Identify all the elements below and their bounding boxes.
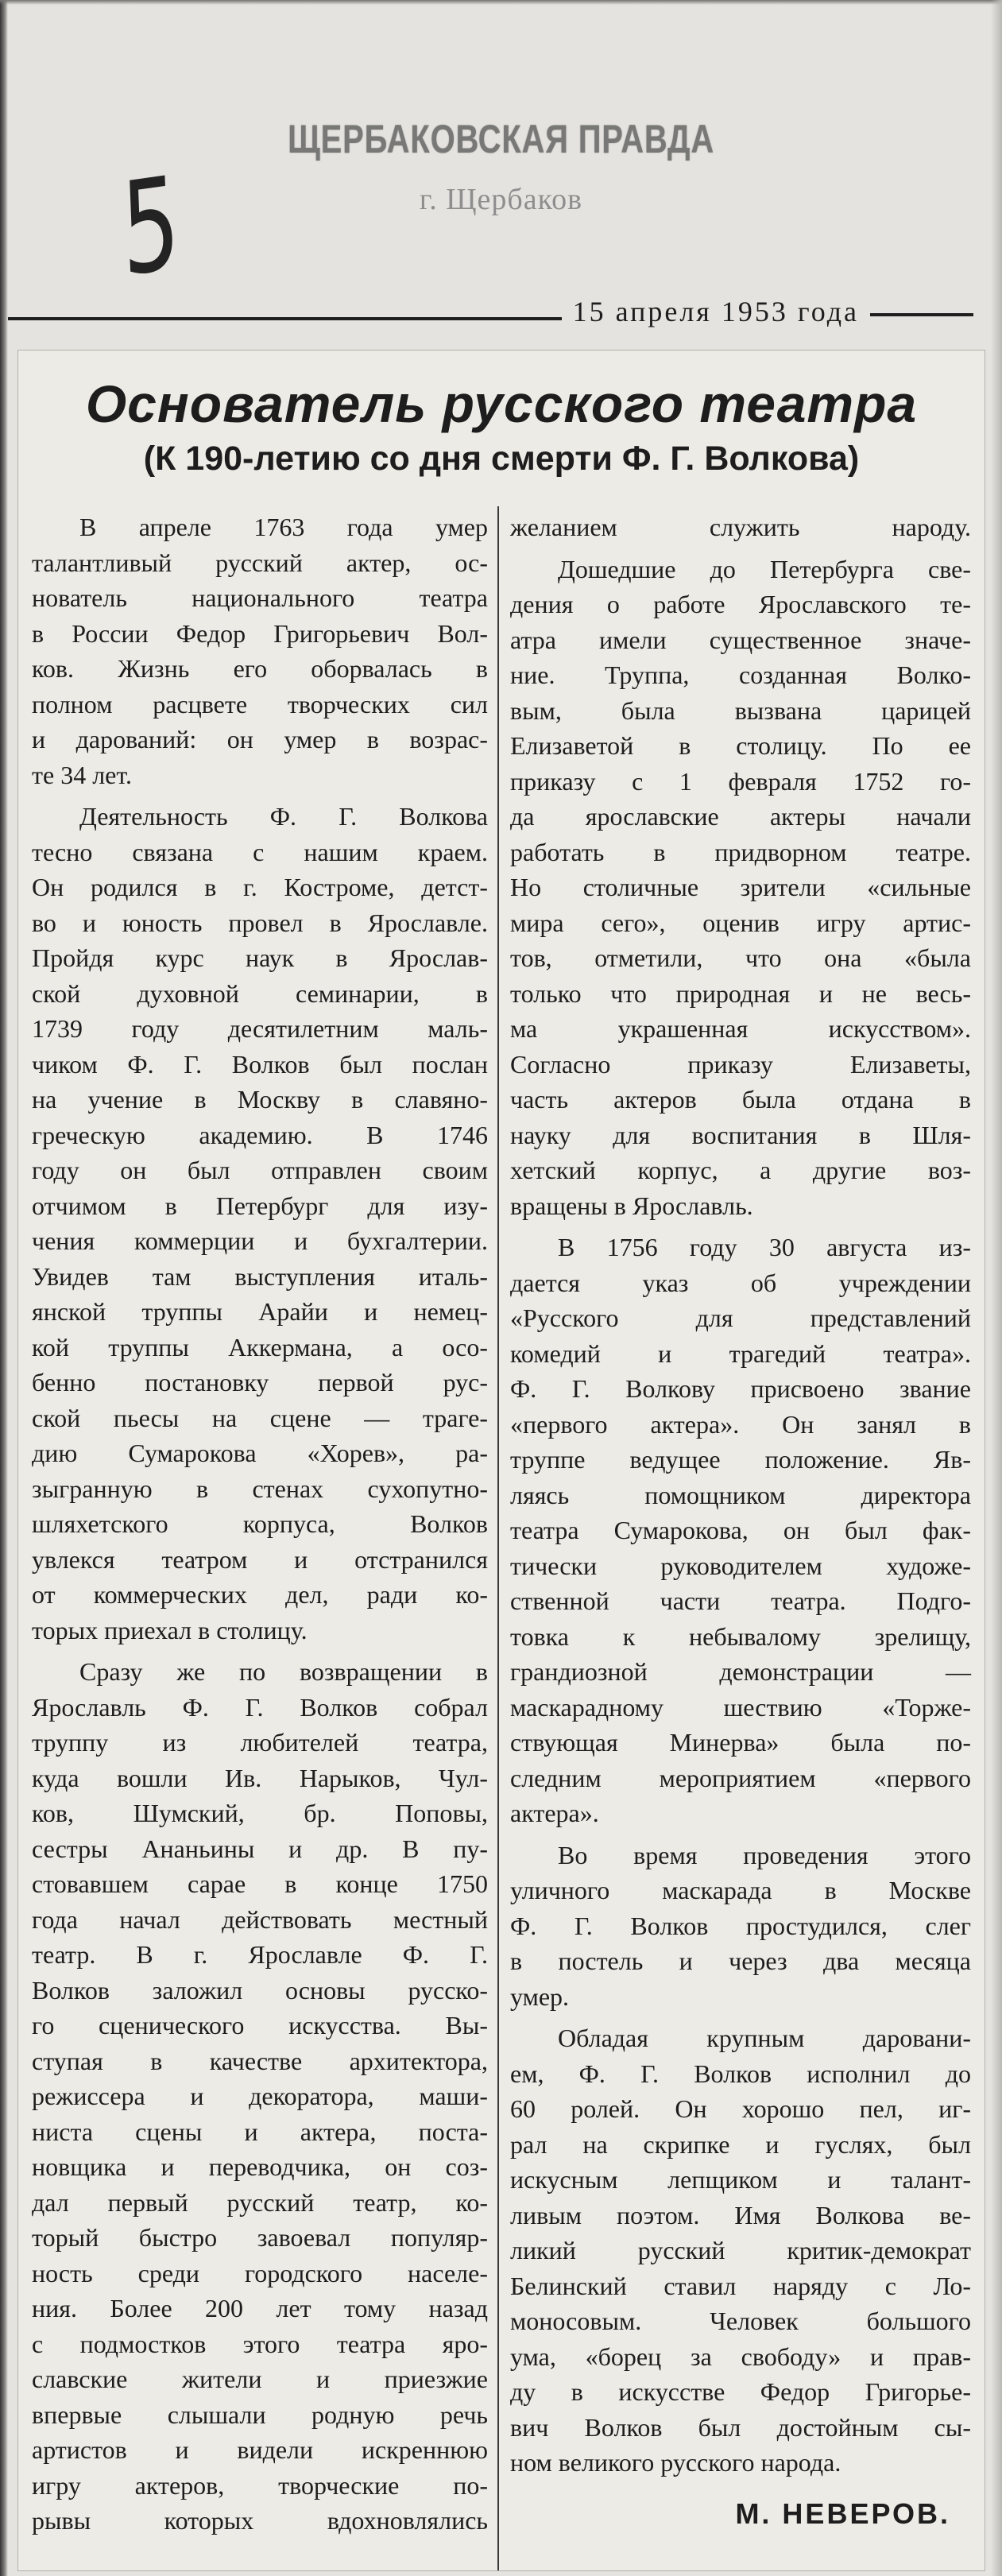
- text-line: В 1756 году 30 августа из-: [558, 1233, 971, 1261]
- paragraph: [510, 1838, 971, 2015]
- scan-edge-right: [991, 0, 1002, 2576]
- text-line: часть актеров была отдана в: [510, 1085, 971, 1114]
- text-line: мира сего», оценив игру артис-: [510, 908, 971, 937]
- paragraph: [510, 1230, 971, 1831]
- text-line: зыгранную в стенах сухопутно-: [32, 1474, 488, 1503]
- text-line: ливым поэтом. Имя Волкова ве-: [510, 2200, 971, 2229]
- date-line: [8, 294, 973, 329]
- text-line: умер.: [510, 1981, 570, 2011]
- text-line: игру актеров, творческие по-: [32, 2470, 488, 2500]
- text-line: ской духовной семинарии, в: [32, 978, 488, 1008]
- article-title: Основатель русского театра: [85, 374, 918, 433]
- text-line: тов, отметили, что она «была: [510, 943, 971, 972]
- text-line: Согласно приказу Елизаветы,: [510, 1049, 971, 1079]
- text-line: куда вошли Ив. Нарыков, Чул-: [32, 1763, 488, 1792]
- text-line: ном великого русского народа.: [510, 2448, 841, 2477]
- text-column-right: [510, 509, 971, 2533]
- text-line: 1739 году десятилетним маль-: [32, 1014, 488, 1043]
- text-line: во и юность провел в Ярославле.: [32, 908, 488, 937]
- paragraph: [510, 2020, 971, 2481]
- text-line: приказу с 1 февраля 1752 го-: [510, 766, 971, 796]
- stamp-city: г. Щербаков: [419, 183, 583, 216]
- text-line: артистов и видели искреннюю: [32, 2435, 488, 2464]
- text-line: и дарований: он умер в возрас-: [32, 725, 488, 753]
- text-line: атра имели существенное значе-: [510, 625, 971, 654]
- text-line: полном расцвете творческих сил: [32, 689, 488, 719]
- text-line: дения о работе Ярославского те-: [510, 590, 971, 618]
- text-line: режиссера и декоратора, маши-: [32, 2082, 488, 2110]
- text-line: ду в искусстве Федор Григорье-: [510, 2377, 971, 2406]
- text-line: в постель и через два месяца: [510, 1947, 971, 1975]
- text-line: дию Сумарокова «Хорев», ра-: [32, 1439, 488, 1467]
- carryover-line: желанием служить народу.: [510, 513, 971, 541]
- article-clipping: [17, 350, 985, 2571]
- text-line: ния. Более 200 лет тому назад: [32, 2294, 488, 2322]
- text-line: да ярославские актеры начали: [510, 802, 971, 831]
- text-line: ступая в качестве архитектора,: [32, 2046, 488, 2075]
- text-line: ствующая Минерва» была по-: [510, 1728, 971, 1757]
- stamp-title: ЩЕРБАКОВСКАЯ ПРАВДА: [288, 117, 714, 161]
- scan-edge-left: [0, 0, 8, 2576]
- text-line: труппу из любителей театра,: [32, 1728, 488, 1757]
- text-line: Деятельность Ф. Г. Волкова: [79, 802, 488, 831]
- text-line: товка к небывалому зрелищу,: [510, 1621, 971, 1651]
- author-signature: М. НЕВЕРОВ.: [735, 2497, 950, 2530]
- text-line: отчимом в Петербург для изу-: [32, 1191, 488, 1220]
- text-line: Пройдя курс наук в Ярослав-: [32, 943, 488, 972]
- text-line: в России Федор Григорьевич Вол-: [32, 618, 488, 648]
- text-line: талантливый русский актер, ос-: [32, 548, 488, 577]
- text-line: «первого актера». Он занял в: [510, 1409, 971, 1439]
- text-line: следним мероприятием «первого: [510, 1763, 971, 1792]
- text-line: грандиозной демонстрации —: [510, 1657, 971, 1686]
- text-line: науку для воспитания в Шля-: [510, 1120, 971, 1149]
- text-line: вич Волков был достойным сы-: [510, 2412, 971, 2442]
- text-line: Елизаветой в столицу. По ее: [510, 731, 971, 760]
- text-line: торых приехал в столицу.: [32, 1615, 308, 1644]
- text-line: ственной части театра. Подго-: [510, 1586, 971, 1615]
- text-line: стовавшем сарае в конце 1750: [32, 1869, 488, 1898]
- publication-date: 15 апреля 1953 года: [572, 296, 859, 327]
- text-line: бенно постановку первой рус-: [32, 1368, 488, 1396]
- text-line: дается указ об учреждении: [510, 1268, 971, 1297]
- text-line: с подмостков этого театра яро-: [32, 2329, 488, 2358]
- text-line: искусным лепщиком и талант-: [510, 2165, 971, 2194]
- text-line: на учение в Москву в славяно-: [32, 1085, 488, 1114]
- text-line: уличного маскарада в Москве: [510, 1876, 971, 1904]
- text-line: чения коммерции и бухгалтерии.: [32, 1226, 488, 1255]
- text-line: чиком Ф. Г. Волков был послан: [32, 1049, 488, 1079]
- text-line: 60 ролей. Он хорошо пел, иг-: [510, 2094, 971, 2123]
- text-line: ность среди городского населе-: [32, 2258, 488, 2287]
- text-line: ликий русский критик-демократ: [510, 2236, 971, 2264]
- text-line: Ярославль Ф. Г. Волков собрал: [32, 1692, 488, 1722]
- text-line: театр. В г. Ярославле Ф. Г.: [32, 1940, 488, 1969]
- handwritten-page-number: 5: [118, 147, 183, 305]
- text-line: ние. Труппа, созданная Волко-: [510, 660, 971, 689]
- text-line: ума, «борец за свободу» и прав-: [510, 2342, 971, 2371]
- text-line: ем, Ф. Г. Волков исполнил до: [510, 2059, 971, 2088]
- scan-edge-top: [0, 0, 1002, 5]
- text-line: маскарадному шествию «Торже-: [510, 1692, 971, 1722]
- text-column-left: [32, 509, 488, 2539]
- text-line: ков, Шумский, бр. Поповы,: [32, 1799, 488, 1827]
- text-line: моносовым. Человек большого: [510, 2307, 971, 2335]
- text-line: Он родился в г. Костроме, детст-: [32, 873, 488, 901]
- text-line: тесно связана с нашим краем.: [32, 837, 488, 866]
- text-line: «Русского для представлений: [510, 1303, 971, 1332]
- text-line: увлекся театром и отстранился: [32, 1544, 488, 1574]
- column-divider: [497, 506, 499, 2570]
- text-line: ской пьесы на сцене — траге-: [32, 1403, 488, 1432]
- text-line: дал первый русский театр, ко-: [32, 2187, 488, 2217]
- text-line: новщика и переводчика, он соз-: [32, 2152, 488, 2181]
- paragraph: [32, 799, 488, 1648]
- text-line: работать в придворном театре.: [510, 837, 971, 866]
- text-line: актера».: [510, 1799, 599, 1827]
- text-line: Сразу же по возвращении в: [79, 1657, 488, 1686]
- text-line: комедий и трагедий театра».: [510, 1338, 971, 1368]
- text-line: тически руководителем художе-: [510, 1551, 971, 1580]
- text-line: го сценического искусства. Вы-: [32, 2011, 488, 2039]
- text-line: сестры Ананьины и др. В пу-: [32, 1834, 488, 1863]
- text-line: впервые слышали родную речь: [32, 2400, 488, 2429]
- text-line: греческую академию. В 1746: [32, 1120, 488, 1149]
- paragraph: [32, 1654, 488, 2539]
- text-line: рывы которых вдохновлялись: [32, 2506, 488, 2535]
- text-line: шляхетского корпуса, Волков: [32, 1509, 488, 1538]
- text-line: хетский корпус, а другие воз-: [510, 1156, 971, 1184]
- text-line: ляясь помощником директора: [510, 1480, 971, 1509]
- paragraph: [510, 552, 971, 1224]
- text-line: нователь национального театра: [32, 583, 488, 612]
- article-subtitle: (К 190-летию со дня смерти Ф. Г. Волкова): [143, 440, 860, 478]
- rule-right: [870, 313, 973, 316]
- text-line: труппе ведущее положение. Яв-: [510, 1445, 971, 1474]
- text-line: Белинский ставил наряду с Ло-: [510, 2271, 971, 2300]
- text-line: ков. Жизнь его оборвалась в: [32, 654, 488, 683]
- rule-left: [8, 317, 562, 320]
- text-line: вращены в Ярославль.: [510, 1191, 753, 1220]
- text-line: Ф. Г. Волкову присвоено звание: [510, 1374, 971, 1403]
- text-line: от коммерческих дел, ради ко-: [32, 1580, 488, 1609]
- text-line: Обладая крупным даровани-: [558, 2024, 971, 2052]
- text-line: В апреле 1763 года умер: [79, 513, 488, 541]
- text-line: Волков заложил основы русско-: [32, 1975, 488, 2005]
- text-line: только что природная и не весь-: [510, 978, 971, 1008]
- text-line: Дошедшие до Петербурга све-: [558, 554, 971, 583]
- text-line: Во время проведения этого: [558, 1840, 971, 1869]
- text-line: Увидев там выступления италь-: [32, 1261, 488, 1291]
- text-line: года начал действовать местный: [32, 1904, 488, 1934]
- text-line: рал на скрипке и гуслях, был: [510, 2129, 971, 2159]
- text-line: славские жители и приезжие: [32, 2365, 488, 2393]
- text-line: году он был отправлен своим: [32, 1156, 488, 1184]
- paragraph: [32, 509, 488, 792]
- text-line: ма украшенная искусством».: [510, 1014, 971, 1043]
- text-line: вым, была вызвана царицей: [510, 695, 971, 725]
- text-line: Ф. Г. Волков простудился, слег: [510, 1911, 971, 1940]
- text-line: Но столичные зрители «сильные: [510, 873, 971, 901]
- text-line: театра Сумарокова, он был фак-: [510, 1516, 971, 1544]
- text-line: торый быстро завоевал популяр-: [32, 2223, 488, 2252]
- text-line: те 34 лет.: [32, 760, 132, 789]
- text-line: янской труппы Арайи и немец-: [32, 1297, 488, 1326]
- text-line: ниста сцены и актера, поста-: [32, 2117, 488, 2146]
- text-line: кой труппы Аккермана, а осо-: [32, 1332, 488, 1362]
